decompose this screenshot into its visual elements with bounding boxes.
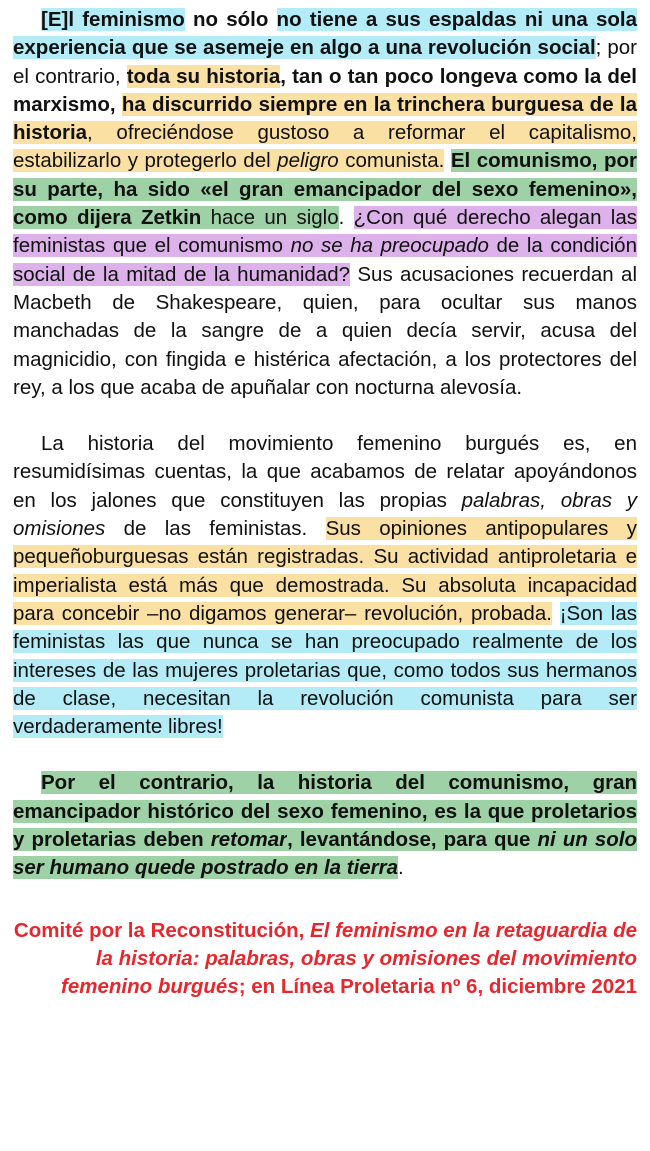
highlighted-text-segment: , levantándose, para que: [287, 828, 538, 852]
paragraph-feminism-history: [13, 6, 637, 402]
paragraph-spacer: [13, 402, 637, 430]
highlighted-text-segment: Por el contrario, la historia del comunismo, gran emancipador histórico del sexo femenino, es la que proletarios y proletarias deben: [13, 771, 637, 852]
text-segment: de las feministas.: [105, 517, 326, 541]
paragraph-bourgeois-movement: [13, 430, 637, 741]
text-segment: [444, 149, 451, 172]
text-segment: ; por el contrario,: [13, 36, 637, 88]
highlighted-text-segment: de la condición social de la mitad de la humanidad?: [13, 234, 637, 286]
highlighted-text-segment: no tiene a sus espaldas ni una sola experiencia que se asemeje en algo a una revolución social: [13, 8, 637, 60]
text-segment: .: [398, 856, 404, 880]
highlighted-text-segment: comunista.: [338, 149, 445, 173]
highlighted-text-segment: ha discurrido siempre en la trinchera burguesa de la historia: [13, 92, 637, 145]
highlighted-text-segment: ni un solo ser humano quede postrado en la tierra: [13, 828, 637, 880]
signature-citation: [13, 917, 637, 1002]
highlighted-text-segment: El comunismo, por su parte, ha sido «el gran emancipador del sexo femenino», como dijera Zetkin: [13, 149, 638, 230]
text-segment: no sólo: [184, 8, 277, 31]
highlighted-text-segment: Sus opiniones antipopulares y pequeñoburguesas están registradas. Su actividad antiproletaria e imperialista está más que demostrada. Su absoluta incapacidad para concebir –no digamos generar– revolución, probada.: [13, 517, 637, 625]
highlighted-text-segment: [E]l feminismo: [41, 8, 185, 31]
text-segment: Sus acusaciones recuerdan al Macbeth de Shakespeare, quien, para ocultar sus manos manchadas de la sangre de a quien decía servir, acusa del magnicidio, con fingida e histérica afectación, a los protectores del rey, a los que acaba de apuñalar con nocturna alevosía.: [13, 262, 637, 399]
text-segment: [552, 602, 560, 625]
highlighted-text-segment: toda su historia: [126, 64, 281, 88]
paragraph-spacer: [13, 741, 637, 769]
highlighted-text-segment: no se ha preocupado: [290, 234, 489, 258]
highlighted-text-segment: ¡Son las feministas las que nunca se han preocupado realmente de los intereses de las mujeres proletarias que, como todos sus hermanos de clase, necesitan la revolución comunista para ser verdaderamente libres!: [13, 601, 637, 739]
text-segment: , tan o tan poco longeva como la del marxismo,: [13, 64, 637, 116]
highlighted-text-segment: ¿Con qué derecho alegan las feministas que el comunismo: [13, 206, 637, 258]
highlighted-text-segment: hace un siglo: [201, 206, 339, 230]
text-segment: palabras, obras y omisiones: [13, 488, 637, 541]
signature-source: ; en Línea Proletaria nº 6, diciembre 2021: [238, 975, 637, 999]
signature-spacer: [13, 883, 637, 917]
paragraph-communism-emancipator: [13, 769, 637, 882]
text-segment: La historia del movimiento femenino burgués es, en resumidísimas cuentas, la que acabamos de relatar apoyándonos en los jalones que constituyen las propias: [13, 432, 637, 512]
text-segment: .: [338, 206, 354, 230]
signature-title: El feminismo en la retaguardia de la historia: palabras, obras y omisiones del movimiento femenino burgués: [61, 918, 637, 999]
signature-author: Comité por la Reconstitución,: [13, 918, 311, 942]
highlighted-text-segment: retomar: [210, 828, 288, 852]
highlighted-text-segment: , ofreciéndose gustoso a reformar el capitalismo, estabilizarlo y protegerlo del: [13, 121, 637, 173]
highlighted-text-segment: peligro: [277, 149, 339, 173]
